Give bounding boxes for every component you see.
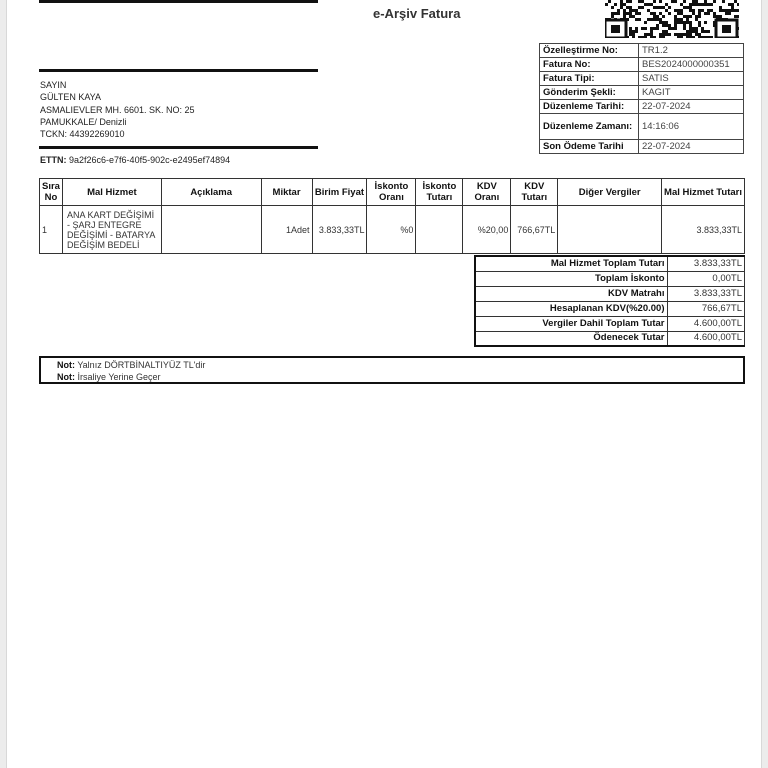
info-value: TR1.2 — [639, 44, 744, 58]
ettn-label: ETTN: — [40, 155, 67, 165]
note-line — [57, 372, 743, 384]
info-label: Fatura No: — [540, 58, 639, 72]
total-label: KDV Matrahı — [475, 286, 667, 301]
info-value: 22-07-2024 — [639, 100, 744, 114]
total-value: 4.600,00TL — [667, 331, 745, 346]
info-row — [540, 72, 744, 86]
note-text: İrsaliye Yerine Geçer — [77, 371, 161, 382]
customer-block — [40, 79, 195, 140]
col-miktar: Miktar — [261, 179, 312, 206]
totals-row — [475, 331, 745, 346]
cell-miktar: 1Adet — [261, 206, 312, 254]
cell-mal-hizmet-tutari: 3.833,33TL — [662, 206, 745, 254]
cell-diger-vergiler — [558, 206, 662, 254]
info-label: Düzenleme Zamanı: — [540, 114, 639, 140]
top-divider — [39, 0, 318, 3]
info-label: Gönderim Şekli: — [540, 86, 639, 100]
info-label: Fatura Tipi: — [540, 72, 639, 86]
total-label: Hesaplanan KDV(%20.00) — [475, 301, 667, 316]
col-aciklama: Açıklama — [161, 179, 261, 206]
col-iskonto-orani: İskonto Oranı — [367, 179, 416, 206]
totals-row — [475, 271, 745, 286]
notes-box — [39, 356, 745, 384]
cell-iskonto-tutari — [416, 206, 463, 254]
customer-salutation: SAYIN — [40, 80, 67, 90]
invoice-page — [6, 0, 762, 768]
info-row — [540, 114, 744, 140]
cell-sira-no: 1 — [40, 206, 63, 254]
info-value: 22-07-2024 — [639, 140, 744, 154]
cell-mal-hizmet: ANA KART DEĞİŞİMİ - ŞARJ ENTEGRE DEĞİŞİMİ - BATARYA DEĞİŞİM BEDELİ — [62, 206, 161, 254]
note-label: Not: — [57, 371, 75, 382]
total-value: 766,67TL — [667, 301, 745, 316]
note-line — [57, 360, 743, 372]
ettn — [40, 155, 230, 165]
cell-kdv-orani: %20,00 — [463, 206, 511, 254]
col-iskonto-tutari: İskonto Tutarı — [416, 179, 463, 206]
customer-top-divider — [39, 69, 318, 72]
qr-code — [605, 0, 739, 38]
totals-row — [475, 286, 745, 301]
cell-kdv-tutari: 766,67TL — [511, 206, 558, 254]
col-kdv-orani: KDV Oranı — [463, 179, 511, 206]
info-value: SATIS — [639, 72, 744, 86]
total-value: 3.833,33TL — [667, 286, 745, 301]
info-row — [540, 44, 744, 58]
items-header-row — [40, 179, 745, 206]
col-diger-vergiler: Diğer Vergiler — [558, 179, 662, 206]
table-row — [40, 206, 745, 254]
info-label: Özelleştirme No: — [540, 44, 639, 58]
note-text: Yalnız DÖRTBİNALTIYÜZ TL'dir — [77, 360, 206, 370]
total-label: Vergiler Dahil Toplam Tutar — [475, 316, 667, 331]
customer-bottom-divider — [39, 146, 318, 149]
col-birim-fiyat: Birim Fiyat — [312, 179, 367, 206]
totals-row — [475, 301, 745, 316]
info-row — [540, 140, 744, 154]
info-label: Düzenleme Tarihi: — [540, 100, 639, 114]
info-row — [540, 58, 744, 72]
customer-tckn: TCKN: 44392269010 — [40, 129, 125, 140]
info-label: Son Ödeme Tarihi — [540, 140, 639, 154]
info-row — [540, 100, 744, 114]
col-kdv-tutari: KDV Tutarı — [511, 179, 558, 206]
total-label: Ödenecek Tutar — [475, 331, 667, 346]
total-label: Mal Hizmet Toplam Tutarı — [475, 256, 667, 271]
info-value: BES2024000000351 — [639, 58, 744, 72]
customer-address-line2: PAMUKKALE/ Denizli — [40, 116, 127, 127]
total-value: 3.833,33TL — [667, 256, 745, 271]
total-value: 0,00TL — [667, 271, 745, 286]
cell-birim-fiyat: 3.833,33TL — [312, 206, 367, 254]
customer-name: GÜLTEN KAYA — [40, 92, 102, 103]
info-row — [540, 86, 744, 100]
total-value: 4.600,00TL — [667, 316, 745, 331]
col-mal-hizmet-tutari: Mal Hizmet Tutarı — [662, 179, 745, 206]
invoice-info-table — [539, 43, 744, 154]
note-label: Not: — [57, 360, 75, 370]
totals-row — [475, 256, 745, 271]
items-table — [39, 178, 745, 254]
total-label: Toplam İskonto — [475, 271, 667, 286]
cell-iskonto-orani: %0 — [367, 206, 416, 254]
totals-table — [474, 255, 745, 347]
cell-aciklama — [161, 206, 261, 254]
col-mal-hizmet: Mal Hizmet — [62, 179, 161, 206]
totals-row — [475, 316, 745, 331]
info-value: KAGIT — [639, 86, 744, 100]
col-sira-no: Sıra No — [40, 179, 63, 206]
ettn-value: 9a2f26c6-e7f6-40f5-902c-e2495ef74894 — [69, 155, 231, 165]
document-title: e-Arşiv Fatura — [373, 6, 461, 21]
customer-address-line1: ASMALIEVLER MH. 6601. SK. NO: 25 — [40, 104, 195, 115]
info-value: 14:16:06 — [639, 114, 744, 140]
